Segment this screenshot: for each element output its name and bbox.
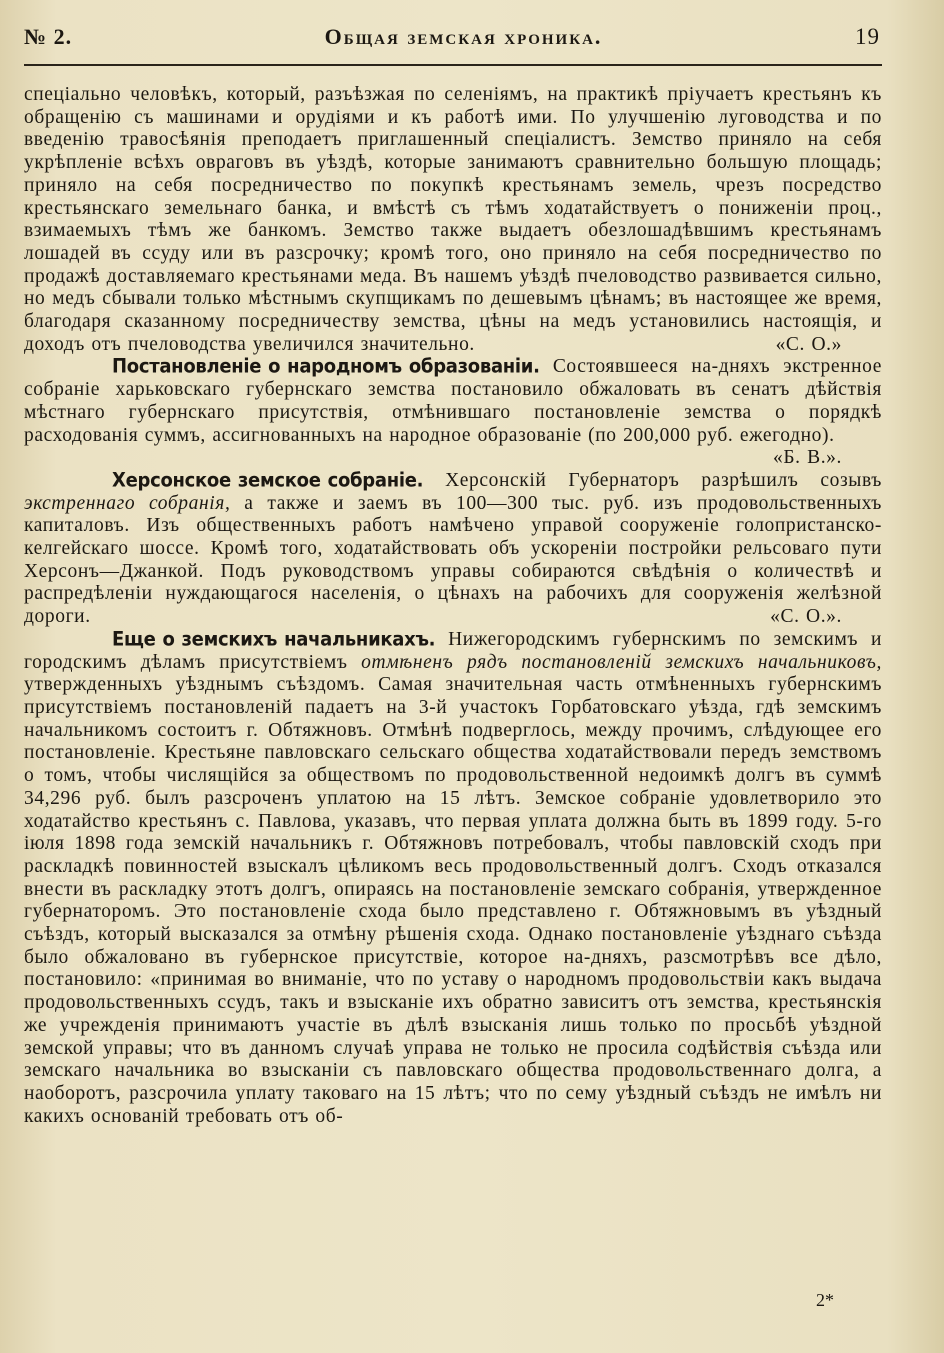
signature-mark: 2*	[816, 1290, 834, 1310]
article-education	[24, 356, 882, 470]
article-kherson-italic: экстреннаго собранія,	[24, 492, 231, 514]
page-number: 19	[854, 24, 880, 49]
article-kherson	[24, 470, 882, 629]
article-zemstvo-chiefs-italic: отмѣненъ рядъ постановленій земскихъ начальниковъ,	[361, 651, 882, 673]
article-education-signature: «Б. В.».	[772, 447, 842, 469]
header-rule	[24, 64, 882, 66]
article-kherson-signature: «С. О.».	[770, 606, 842, 628]
article-zemstvo-chiefs-text-a: Нижегородскимъ губернскимъ по земскимъ и городскимъ дѣламъ присутствіемъ	[24, 628, 882, 673]
running-title: Общая земская хроника.	[324, 24, 603, 49]
article-continuation	[24, 84, 882, 356]
article-zemstvo-chiefs-text-b: утвержденныхъ уѣзднымъ съѣздомъ. Самая значительная часть отмѣненныхъ губернскимъ присутствіемъ постановленій падаетъ на 3-й участокъ Горбатовскаго уѣзда, гдѣ земскимъ начальникомъ состоитъ г. Обтяжновъ. Отмѣнѣ подверглось, между прочимъ, слѣдующее его постановленіе. Крестьяне павловскаго сельскаго общества ходатайствовали передъ земствомъ о томъ, чтобы числящійся за обществомъ по продовольственной недоимкѣ долгъ въ суммѣ 34,296 руб. былъ разсроченъ уплатою на 15 лѣтъ. Земское собраніе удовлетворило это ходатайство крестьянъ с. Павлова, указавъ, что первая уплата должна быть въ 1899 году. 5-го іюля 1898 года земскій начальникъ г. Обтяжновъ потребовалъ, чтобы павловскій сходъ при раскладкѣ повинностей взыскалъ цѣликомъ весь продовольственный долгъ. Сходъ отказался внести въ раскладку этотъ долгъ, опираясь на постановленіе земскаго собранія, утвержденное губернаторомъ. Это постановленіе схода было представлено г. Обтяжновымъ въ уѣздный съѣздъ, который высказался за отмѣну рѣшенія схода. Однако постановленіе уѣзднаго съѣзда было обжаловано въ губернское присутствіе, которое на-дняхъ, разсмотрѣвъ все дѣло, постановило: «принимая во вниманіе, что по уставу о народномъ продовольствіи какъ выдача продовольственныхъ ссудъ, такъ и взысканіе ихъ обратно зависитъ отъ земства, крестьянскія же учрежденія принимаютъ участіе въ дѣлѣ взысканія лишь только по просьбѣ уѣздной земской управы; что въ данномъ случаѣ управа не только не просила содѣйствія съѣзда или земскаго начальника во взысканіи съ павловскаго общества продовольственнаго долга, а наоборотъ, разсрочила уплату таковаго на 15 лѣтъ; что по сему уѣздный съѣздъ не имѣлъ ни какихъ основаній требовать отъ об-	[24, 674, 882, 1127]
page-header	[24, 24, 882, 64]
article-kherson-heading: Херсонское земское собраніе.	[112, 468, 424, 492]
article-continuation-signature: «С. О.»	[775, 333, 842, 355]
issue-number: № 2.	[24, 24, 73, 49]
article-education-heading: Постановленіе о народномъ образованіи.	[112, 355, 540, 379]
article-zemstvo-chiefs	[24, 629, 882, 1128]
article-column	[24, 84, 882, 1128]
article-kherson-text-a: Херсонскій Губернаторъ разрѣшилъ созывъ	[445, 469, 882, 491]
article-education-text: Состоявшееся на-дняхъ экстренное собраніе харьковскаго губернскаго земства постановило обжаловать въ сенатъ дѣйствія мѣстнаго губернскаго присутствія, отмѣнившаго постановленіе земства о порядкѣ расходованія суммъ, ассигнованныхъ на народное образованіе (по 200,000 руб. ежегодно).	[24, 356, 882, 446]
article-kherson-text-b: а также и заемъ въ 100—300 тыс. руб. изъ продовольственныхъ капиталовъ. Изъ общественныхъ работъ намѣчено управой сооруженіе голопристанско-келгейскаго шоссе. Кромѣ того, ходатайствовать объ ускореніи постройки рельсоваго пути Херсонъ—Джанкой. Подъ руководствомъ управы собираются свѣдѣнія о количествѣ и распредѣленіи нуждающагося населенія, о цѣнахъ на рабочихъ для сооруженія желѣзной дороги.	[24, 492, 882, 628]
article-continuation-text: спеціально человѣкъ, который, разъѣзжая по селеніямъ, на практикѣ пріучаетъ крестьянъ къ обращенію съ машинами и орудіями и къ работѣ ими. По улучшенію луговодства и по введенію травосѣянія преподаетъ приглашенный спеціалистъ. Земство приняло на себя укрѣпленіе всѣхъ овраговъ въ уѣздѣ, которые занимаютъ сравнительно большую площадь; приняло на себя посредничество по покупкѣ крестьянамъ земель, чрезъ посредство крестьянскаго земельнаго банка, и вмѣстѣ съ тѣмъ ходатайствуетъ о пониженіи проц., взимаемыхъ тѣмъ же банкомъ. Земство также выдаетъ обезлошадѣвшимъ крестьянамъ лошадей въ ссуду или въ разсрочку; кромѣ того, оно приняло на себя посредничество по продажѣ доставляемаго крестьянами меда. Въ нашемъ уѣздѣ пчеловодство развивается сильно, но медъ сбывали только мѣстнымъ скупщикамъ по дешевымъ цѣнамъ; въ настоящее же время, благодаря сказанному посредничеству земства, цѣны на медъ установились настоящія, и доходъ отъ пчеловодства увеличился значительно.	[24, 84, 883, 355]
article-zemstvo-chiefs-heading: Еще о земскихъ начальникахъ.	[112, 627, 436, 651]
